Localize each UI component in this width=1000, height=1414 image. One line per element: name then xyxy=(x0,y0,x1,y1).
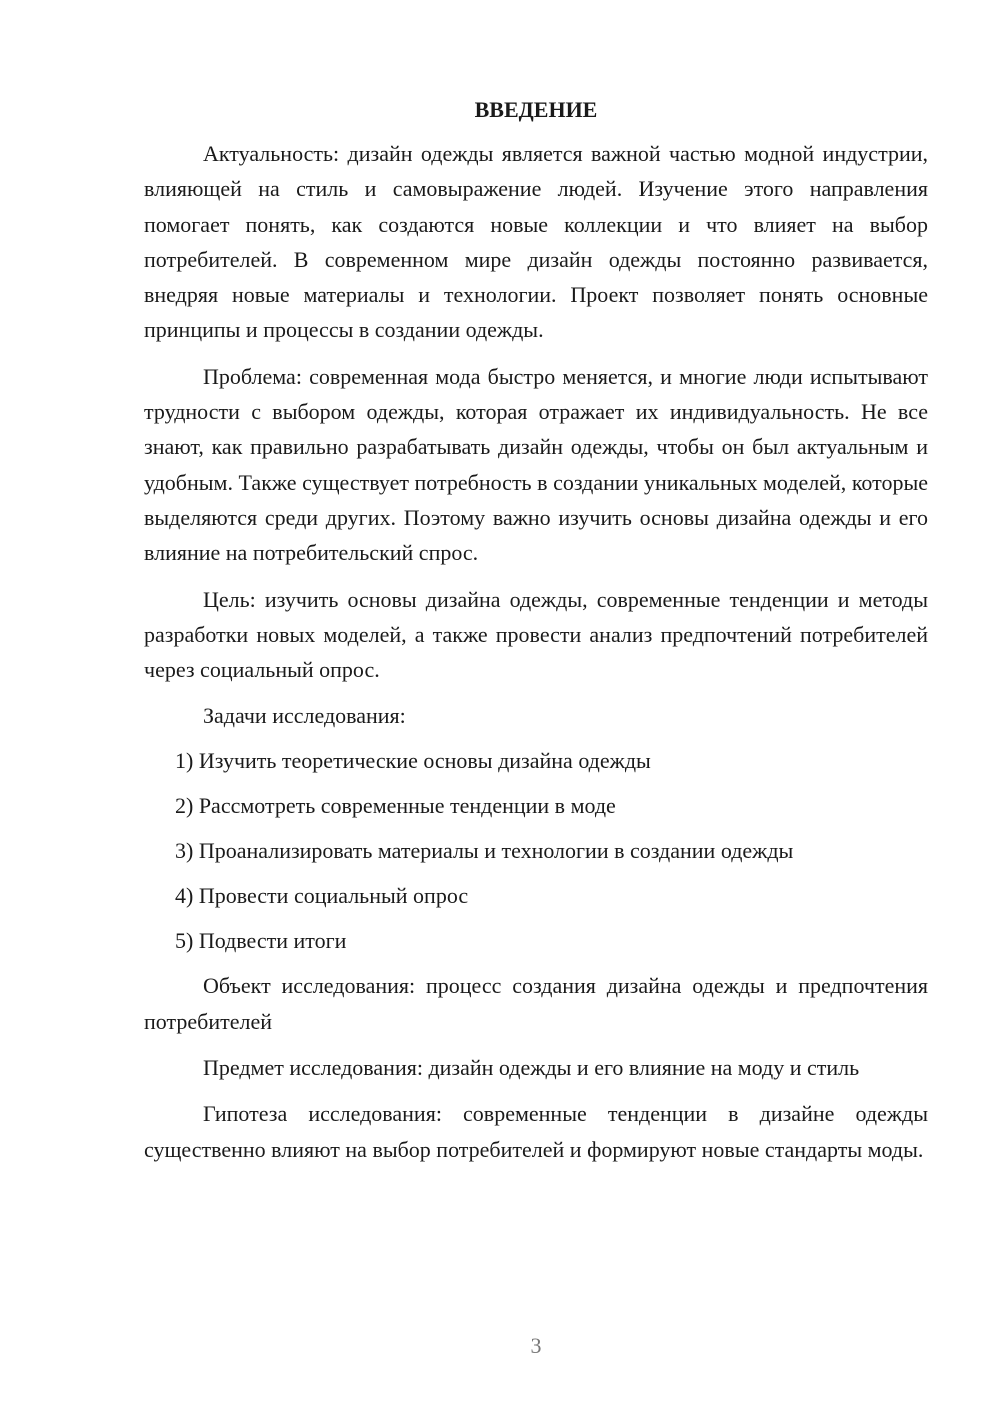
section-title: ВВЕДЕНИЕ xyxy=(474,97,598,122)
goal-paragraph: Цель: изучить основы дизайна одежды, современные тенденции и методы разработки новых моделей, а также провести анализ предпочтений потребителей через социальный опрос. xyxy=(144,586,928,683)
task-item: 5) Подвести итоги xyxy=(175,928,347,954)
task-item: 1) Изучить теоретические основы дизайна одежды xyxy=(175,748,651,774)
hypothesis-paragraph: Гипотеза исследования: современные тенденции в дизайне одежды существенно влияют на выбор потребителей и формируют новые стандарты моды. xyxy=(144,1101,928,1162)
subject-paragraph: Предмет исследования: дизайн одежды и его влияние на моду и стиль xyxy=(203,1055,860,1081)
task-item: 3) Проанализировать материалы и технологии в создании одежды xyxy=(175,838,794,864)
task-item: 2) Рассмотреть современные тенденции в моде xyxy=(175,793,616,819)
relevance-paragraph: Актуальность: дизайн одежды является важной частью модной индустрии, влияющей на стиль и самовыражение людей. Изучение этого направления помогает понять, как создаются новые коллекции и что влияет на выбор потребителей. В современном мире дизайн одежды постоянно развивается, внедряя новые материалы и технологии. Проект позволяет понять основные принципы и процессы в создании одежды. xyxy=(144,141,928,343)
tasks-heading: Задачи исследования: xyxy=(203,703,406,729)
task-item: 4) Провести социальный опрос xyxy=(175,883,469,909)
page-number: 3 xyxy=(530,1333,542,1358)
document-page xyxy=(144,95,928,1178)
problem-paragraph: Проблема: современная мода быстро меняется, и многие люди испытывают трудности с выбором одежды, которая отражает их индивидуальность. Не все знают, как правильно разрабатывать дизайн одежды, чтобы он был актуальным и удобным. Также существует потребность в создании уникальных моделей, которые выделяются среди других. Поэтому важно изучить основы дизайна одежды и его влияние на потребительский спрос. xyxy=(144,363,928,566)
tasks-list xyxy=(144,743,928,958)
object-paragraph: Объект исследования: процесс создания дизайна одежды и предпочтения потребителей xyxy=(144,973,928,1034)
